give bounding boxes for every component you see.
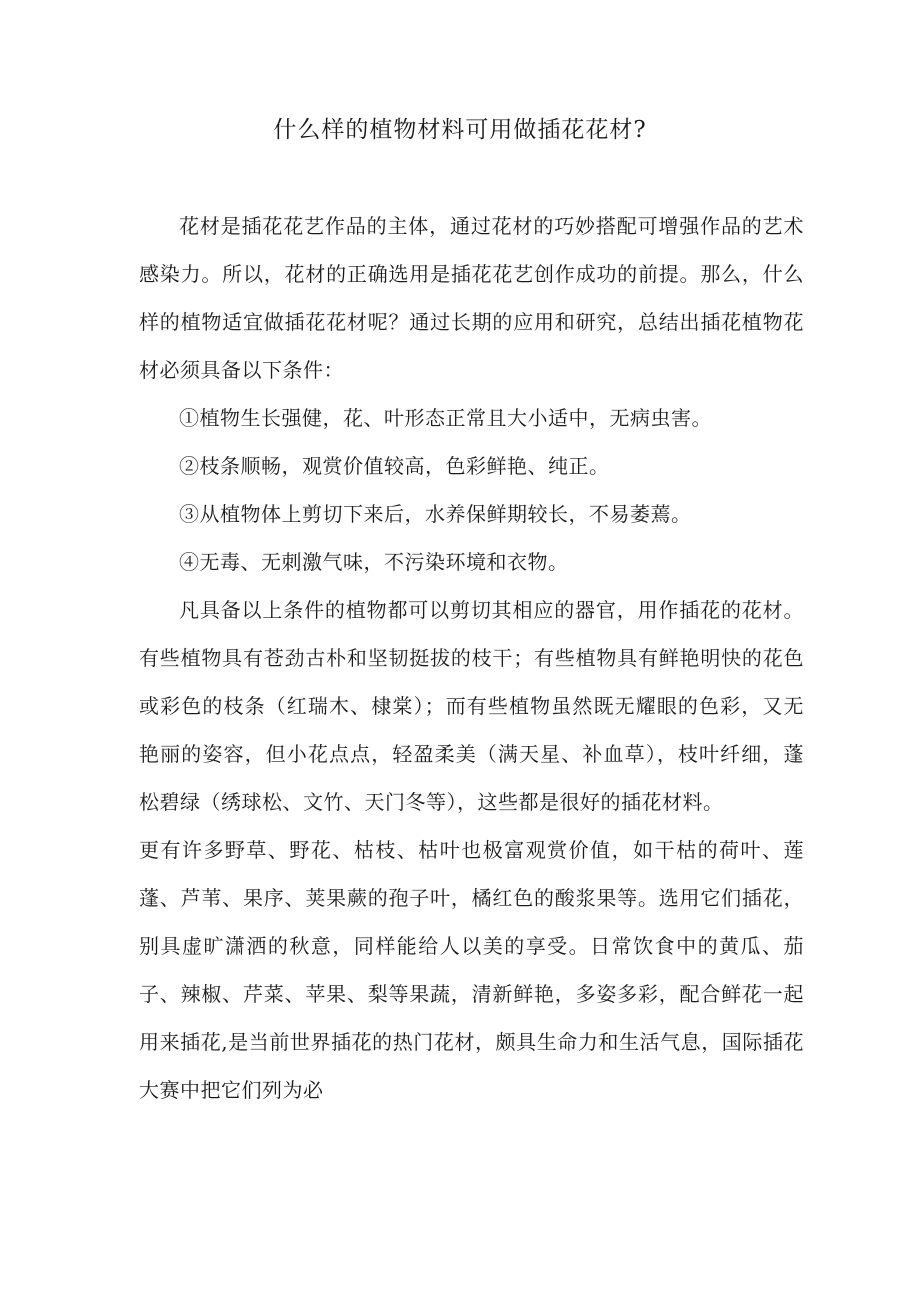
list-item-condition-4: ④无毒、无刺激气味，不污染环境和衣物。 bbox=[179, 550, 569, 574]
document-title: 什么样的植物材料可用做插花花材? bbox=[273, 117, 647, 143]
paragraph-plant-examples: 凡具备以上条件的植物都可以剪切其相应的器官，用作插花的花材。有些植物具有苍劲古朴和坚韧挺拔的枝干；有些植物具有鲜艳明快的花色或彩色的枝条（红瑞木、棣棠）；而有些植物虽然既无耀眼的色彩，又无艳丽的姿容，但小花点点，轻盈柔美（满天星、补血草），枝叶纤细，蓬松碧绿（绣球松、文竹、天门冬等），这些都是很好的插花材料。 bbox=[139, 598, 804, 814]
paragraph-wild-and-vegetable-materials: 更有许多野草、野花、枯枝、枯叶也极富观赏价值，如干枯的荷叶、莲蓬、芦苇、果序、荚果蕨的孢子叶，橘红色的酸浆果等。选用它们插花，别具虚旷潇洒的秋意，同样能给人以美的享受。日常饮食中的黄瓜、茄子、辣椒、芹菜、苹果、梨等果蔬，清新鲜艳，多姿多彩，配合鲜花一起用来插花,是当前世界插花的热门花材，颇具生命力和生活气息，国际插花大赛中把它们列为必 bbox=[139, 838, 804, 1102]
list-item-condition-2: ②枝条顺畅，观赏价值较高，色彩鲜艳、纯正。 bbox=[179, 454, 610, 478]
list-item-condition-3: ③从植物体上剪切下来后，水养保鲜期较长，不易萎蔫。 bbox=[179, 502, 692, 526]
document-body bbox=[139, 202, 804, 1114]
paragraph-intro: 花材是插花花艺作品的主体，通过花材的巧妙搭配可增强作品的艺术感染力。所以，花材的正确选用是插花花艺创作成功的前提。那么，什么样的植物适宜做插花花材呢？通过长期的应用和研究，总结出插花植物花材必须具备以下条件： bbox=[139, 214, 804, 382]
list-item-condition-1: ①植物生长强健，花、叶形态正常且大小适中，无病虫害。 bbox=[179, 406, 712, 430]
